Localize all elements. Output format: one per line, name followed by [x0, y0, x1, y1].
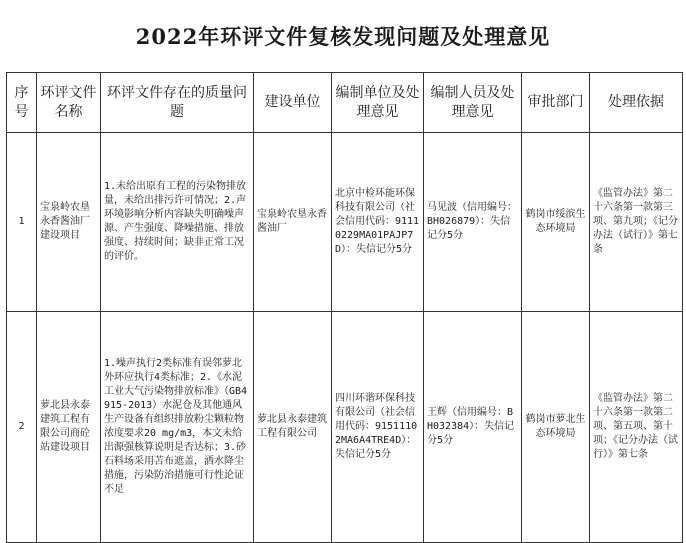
- cell-issues: 1.未给出原有工程的污染物排放量，未给出排污许可情况；2.声环境影响分析内容缺失明确噪声源、产生强度、降噪措施、排放强度、持续时间；缺非正常工况的评价。: [101, 133, 254, 312]
- cell-compiler: 四川环谐环保科技有限公司（社会信用代码：91511102MA6A4TRE4D）：失信记分5分: [332, 312, 424, 543]
- cell-staff: 马见波（信用编号：BH026879）：失信记分5分: [424, 133, 522, 312]
- document-title: 2022年环评文件复核发现问题及处理意见: [135, 24, 551, 49]
- header-basis: 处理依据: [590, 73, 683, 133]
- cell-issues: 1.噪声执行2类标准有误邻萝北外环应执行4类标准；2.《水泥工业大气污染物排放标准》（GB4915-2013）水泥仓及其他通风生产设备有组织排放粉尘颗粒物浓度要求20 mg/m3，本文未给出源强核算说明是否达标；3.砂石料场采用苫布遮盖，洒水降尘措施，污染防治措施可行性论证不足: [101, 312, 254, 543]
- header-issues: 环评文件存在的质量问题: [101, 73, 254, 133]
- cell-compiler: 北京中检环能环保科技有限公司（社会信用代码：91110229MA01PAJP7D）：失信记分5分: [332, 133, 424, 312]
- cell-basis: 《监管办法》第二十六条第一款第三项、第九项；《记分办法（试行）》第七条: [590, 133, 683, 312]
- review-table: [6, 72, 683, 543]
- header-staff: 编制人员及处理意见: [424, 73, 522, 133]
- header-compiler: 编制单位及处理意见: [332, 73, 424, 133]
- header-approver: 审批部门: [522, 73, 590, 133]
- cell-doc-name: 宝泉岭农垦永香酱油厂建设项目: [37, 133, 101, 312]
- cell-basis: 《监管办法》第二十六条第一款第二项、第五项、第十项；《记分办法（试行）》第七条: [590, 312, 683, 543]
- cell-builder: 宝泉岭农垦永香酱油厂: [254, 133, 332, 312]
- cell-builder: 萝北县永泰建筑工程有限公司: [254, 312, 332, 543]
- cell-approver: 鹤岗市萝北生态环境局: [522, 312, 590, 543]
- header-doc-name: 环评文件名称: [37, 73, 101, 133]
- table-row: [7, 312, 683, 543]
- header-row: [7, 73, 683, 133]
- cell-seq: 1: [7, 133, 37, 312]
- cell-seq: 2: [7, 312, 37, 543]
- cell-approver: 鹤岗市绥滨生态环境局: [522, 133, 590, 312]
- cell-doc-name: 萝北县永泰建筑工程有限公司商砼站建设项目: [37, 312, 101, 543]
- header-builder: 建设单位: [254, 73, 332, 133]
- cell-staff: 王辉（信用编号：BH032384）：失信记分5分: [424, 312, 522, 543]
- header-seq: 序号: [7, 73, 37, 133]
- table-row: [7, 133, 683, 312]
